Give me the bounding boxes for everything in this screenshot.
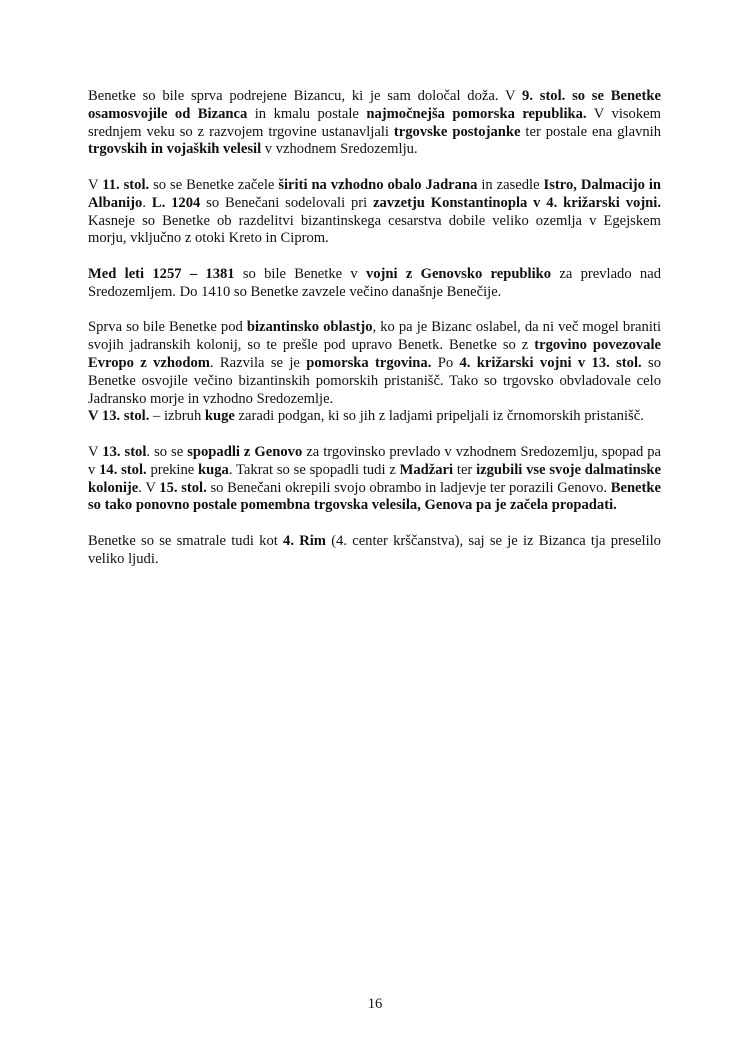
paragraph (88, 533, 661, 569)
paragraph (88, 88, 661, 159)
bold-text: vojni z Genovsko republiko (365, 265, 552, 282)
bold-text: pomorska trgovina. (306, 354, 432, 371)
paragraph (88, 177, 661, 248)
document-body (88, 88, 661, 586)
text: (4. center krščanstva), saj se je iz Bizanca tja preselilo veliko ljudi. (88, 532, 661, 567)
text: . so se (146, 443, 188, 460)
text: in zasedle (477, 176, 544, 193)
text: so bile Benetke v (234, 265, 366, 282)
bold-text: trgovske postojanke (393, 123, 521, 140)
bold-text: Istro, Dalmacijo in Albanijo (88, 176, 661, 211)
bold-text: najmočnejša pomorska republika. (366, 105, 587, 122)
paragraph (88, 266, 661, 302)
text: v vzhodnem Sredozemlju. (261, 141, 418, 158)
text: so Benečani sodelovali pri (200, 194, 374, 211)
paragraph (88, 319, 661, 408)
text: . V (138, 479, 160, 496)
text: V (88, 443, 103, 460)
text: , ko pa je Bizanc oslabel, da ni več mogel braniti svojih jadranskih kolonij, so te prešle pod upravo Benetk. Benetke so z (88, 319, 661, 354)
bold-text: 4. Rim (283, 532, 326, 549)
bold-text: spopadli z Genovo (187, 443, 303, 460)
bold-text: 9. stol. so se Benetke osamosvojile od Bizanca (88, 88, 661, 122)
text: Kasneje so Benetke ob razdelitvi bizantinskega cesarstva dobile veliko ozemlja v Egejskem morju, vključno z otoki Kreto in Ciprom. (88, 212, 661, 247)
bold-text: Madžari (399, 461, 454, 478)
bold-text: 11. stol. (102, 176, 150, 193)
text: so Benetke osvojile večino bizantinskih pomorskih pristanišč. Tako so trgovsko obvladovale celo Jadransko morje in vzhodno Sredozemlje. (88, 354, 662, 407)
text: ter (453, 461, 477, 478)
text: so se Benetke začele (149, 176, 279, 193)
bold-text: širiti na vzhodno obalo Jadrana (278, 176, 478, 193)
text: in kmalu postale (247, 105, 367, 122)
paragraph (88, 408, 661, 426)
bold-text: 4. križarski vojni v 13. stol. (459, 354, 642, 371)
text: Po (431, 354, 460, 371)
bold-text: trgovskih in vojaških velesil (88, 141, 262, 158)
text: V (88, 176, 103, 193)
bold-text: 13. stol (102, 443, 147, 460)
text: . Takrat so se spopadli tudi z (228, 461, 400, 478)
bold-text: Benetke so tako ponovno postale pomembna trgovska velesila, Genova pa je začela propadati. (88, 479, 661, 514)
text: prekine (146, 461, 199, 478)
bold-text: 14. stol. (99, 461, 147, 478)
text: za trgovinsko prevlado v vzhodnem Sredozemlju, spopad pa v (88, 443, 662, 478)
text: Sprva so bile Benetke pod (88, 319, 247, 336)
bold-text: 15. stol. (159, 479, 207, 496)
bold-text: zavzetju Konstantinopla v 4. križarski vojni. (373, 194, 661, 211)
bold-text: kuga (198, 461, 229, 478)
bold-text: Med leti 1257 – 1381 (88, 265, 235, 282)
text: . (142, 194, 152, 211)
text: Benetke so bile sprva podrejene Bizancu, ki je sam določal doža. V (88, 88, 523, 104)
page-number: 16 (367, 996, 383, 1012)
text: za prevlado nad Sredozemljem. Do 1410 so Benetke zavzele večino današnje Benečije. (88, 265, 661, 300)
bold-text: kuge (204, 408, 235, 425)
bold-text: trgovino povezovale Evropo z vzhodom (88, 337, 661, 371)
text: – izbruh (149, 408, 205, 425)
bold-text: V 13. stol. (88, 408, 150, 425)
text: ter postale ena glavnih (520, 123, 662, 140)
bold-text: bizantinsko oblastjo (246, 319, 373, 336)
text: zaradi podgan, ki so jih z ladjami pripeljali iz črnomorskih pristanišč. (234, 408, 644, 425)
bold-text: izgubili vse svoje dalmatinske kolonije (88, 461, 661, 496)
text: . Razvila se je (209, 354, 307, 371)
text: V visokem srednjem veku so z razvojem trgovine ustanavljali (88, 105, 661, 140)
text: so Benečani okrepili svojo obrambo in ladjevje ter porazili Genovo. (206, 479, 611, 496)
bold-text: L. 1204 (151, 194, 201, 211)
text: Benetke so se smatrale tudi kot (88, 532, 284, 549)
paragraph (88, 444, 661, 515)
